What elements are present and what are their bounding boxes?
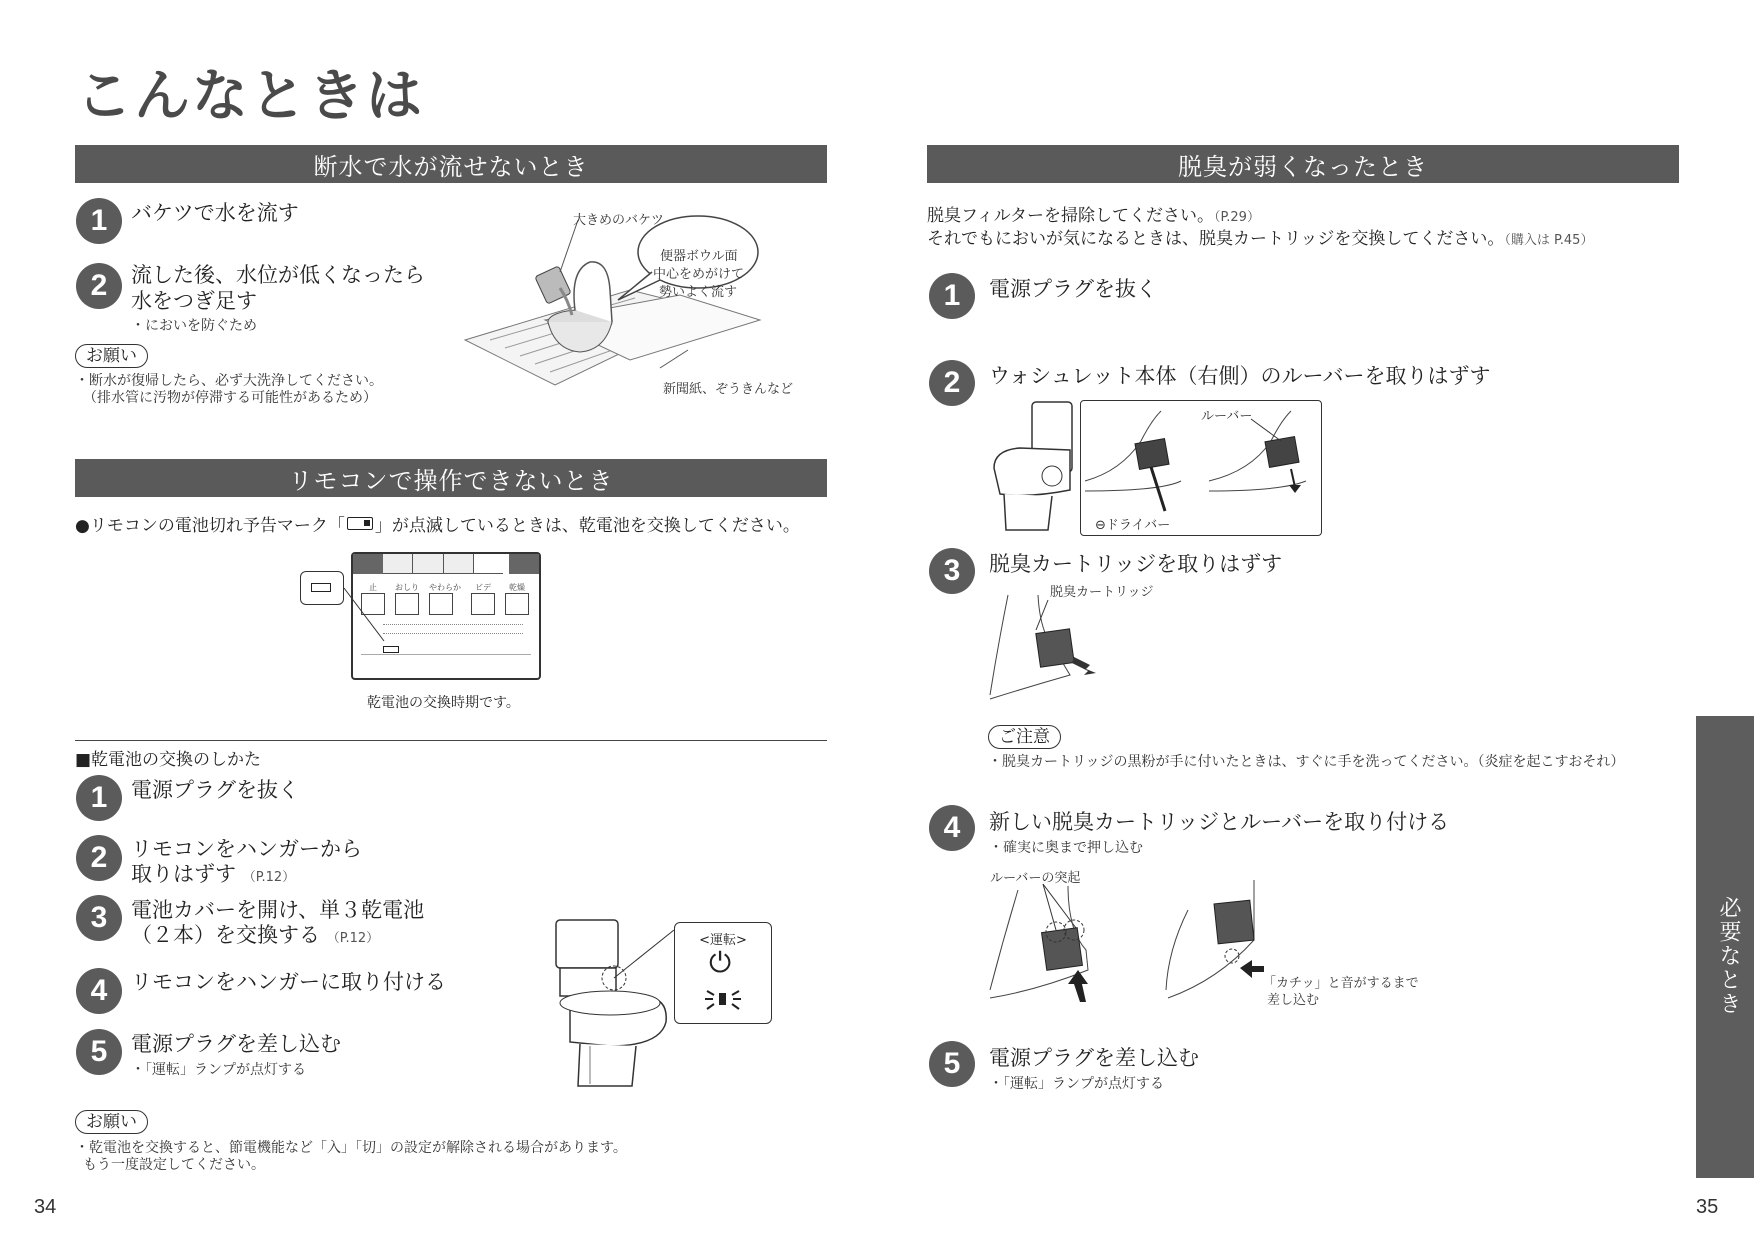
step-text: リモコンをハンガーに取り付ける	[131, 970, 446, 994]
page-title: こんなときは	[76, 64, 424, 129]
figure-label: ルーバー	[1201, 409, 1253, 424]
step-text-part: （２本）を交換する	[131, 923, 320, 947]
step-text: 電源プラグを差し込む	[131, 1032, 341, 1056]
step-text: 流した後、水位が低くなったら	[131, 263, 425, 287]
page-ref: （P.12）	[326, 931, 380, 946]
step-number: 5	[76, 1029, 122, 1075]
page-number: 34	[34, 1196, 57, 1218]
notice-text: （排水管に汚物が停滞する可能性があるため）	[83, 390, 377, 406]
remote-intro-text: ●リモコンの電池切れ予告マーク「	[75, 516, 345, 536]
step-note: ・確実に奥まで押し込む	[989, 840, 1143, 856]
cartridge-removal-illustration	[988, 595, 1108, 705]
step-text: 電源プラグを差し込む	[989, 1046, 1199, 1070]
leader-line	[344, 586, 394, 646]
remote-button-label: おしり	[395, 583, 419, 592]
step-text: ウォシュレット本体（右側）のルーバーを取りはずす	[989, 364, 1491, 388]
intro-line	[927, 224, 1593, 249]
caution-text: ・脱臭カートリッジの黒粉が手に付いたときは、すぐに手を洗ってください。（炎症を起こすおそれ）	[988, 754, 1625, 770]
figure-label: 脱臭カートリッジ	[1050, 585, 1154, 600]
figure-label: 差し込む	[1267, 993, 1320, 1008]
step-text: 水をつぎ足す	[131, 289, 257, 313]
step-number: 1	[929, 273, 975, 319]
leader-line	[614, 920, 674, 980]
step-number: 1	[76, 775, 122, 821]
step-text: 脱臭カートリッジを取りはずす	[989, 552, 1283, 576]
callout-label: <運転>	[699, 933, 747, 948]
battery-icon	[383, 646, 399, 653]
blink-mark-callout	[300, 571, 344, 605]
remote-button-label: 止	[369, 583, 377, 592]
side-index-tab[interactable]	[1696, 716, 1754, 1178]
step-number: 4	[76, 968, 122, 1014]
figure-label: 「カチッ」と音がするまで	[1263, 976, 1419, 991]
figure-label: 新聞紙、ぞうきんなど	[663, 382, 794, 397]
remote-button	[429, 593, 453, 615]
step-number: 5	[929, 1041, 975, 1087]
step-text-part: 取りはずす	[131, 862, 236, 886]
figure-label: ⊖ドライバー	[1095, 518, 1171, 533]
step-number: 2	[76, 263, 122, 309]
step-text: 新しい脱臭カートリッジとルーバーを取り付ける	[989, 810, 1450, 834]
step-note: ・「運転」ランプが点灯する	[131, 1062, 306, 1078]
step-text: バケツで水を流す	[131, 201, 299, 225]
section-header-deodorizer: 脱臭が弱くなったとき	[927, 145, 1679, 183]
louver-removal-figure	[1080, 400, 1322, 536]
page-ref: （P.29）	[1213, 210, 1260, 225]
notice-text: もう一度設定してください。	[83, 1157, 265, 1173]
remote-button	[505, 593, 529, 615]
section-header-remote: リモコンで操作できないとき	[75, 459, 827, 497]
notice-tag: お願い	[75, 1110, 148, 1134]
page-number: 35	[1696, 1196, 1719, 1218]
toilet-side-illustration	[990, 398, 1080, 533]
notice-tag: お願い	[75, 344, 148, 368]
figure-label: 大きめのバケツ	[573, 213, 664, 228]
page-ref: （購入は P.45）	[1504, 233, 1594, 248]
remote-button-label: 乾燥	[509, 583, 525, 592]
step-text: 電池カバーを開け、単３乾電池	[131, 898, 425, 922]
remote-button-label: やわらか	[429, 583, 461, 592]
step-number: 1	[76, 198, 122, 244]
intro-text: それでもにおいが気になるときは、脱臭カートリッジを交換してください。	[927, 229, 1505, 249]
section-header-water-outage: 断水で水が流せないとき	[75, 145, 827, 183]
divider	[75, 740, 827, 741]
figure-bubble-text: 勢いよく流す	[659, 285, 738, 300]
remote-caption: 乾電池の交換時期です。	[367, 695, 520, 711]
figure-bubble-text: 中心をめがけて	[653, 267, 745, 282]
power-icon: ⏻	[709, 946, 732, 979]
blinking-lamp-icon	[703, 985, 743, 1015]
remote-intro	[75, 511, 800, 536]
step-text: 電源プラグを抜く	[989, 277, 1157, 301]
step-number: 4	[929, 805, 975, 851]
remote-button	[395, 593, 419, 615]
figure-label: ルーバーの突起	[990, 871, 1081, 886]
step-note: ・「運転」ランプが点灯する	[989, 1076, 1164, 1092]
sub-heading: ■乾電池の交換のしかた	[75, 750, 262, 770]
step-note: ・においを防ぐため	[131, 318, 257, 334]
step-text	[131, 861, 295, 891]
battery-icon	[311, 583, 331, 592]
intro-text: 脱臭フィルターを掃除してください。	[927, 206, 1214, 226]
remote-button-label: ビデ	[475, 583, 491, 592]
figure-bubble-text: 便器ボウル面	[660, 249, 738, 264]
step-number: 2	[76, 835, 122, 881]
battery-icon	[347, 517, 373, 530]
power-lamp-callout	[674, 922, 772, 1024]
notice-text: ・乾電池を交換すると、節電機能など「入」「切」の設定が解除される場合があります。	[75, 1140, 627, 1156]
remote-button	[471, 593, 495, 615]
step-number: 3	[929, 548, 975, 594]
step-text	[131, 922, 379, 952]
side-index-tab-label: 必要なとき	[1716, 896, 1741, 1016]
step-text: 電源プラグを抜く	[131, 778, 299, 802]
page-ref: （P.12）	[242, 870, 296, 885]
step-text: リモコンをハンガーから	[131, 837, 362, 861]
remote-intro-text: 」が点滅しているときは、乾電池を交換してください。	[374, 516, 800, 536]
notice-text: ・断水が復帰したら、必ず大洗浄してください。	[75, 373, 383, 389]
bucket-flush-illustration	[460, 200, 810, 400]
step-number: 2	[929, 360, 975, 406]
intro-line	[927, 201, 1260, 226]
step-number: 3	[76, 895, 122, 941]
caution-tag: ご注意	[988, 725, 1061, 749]
